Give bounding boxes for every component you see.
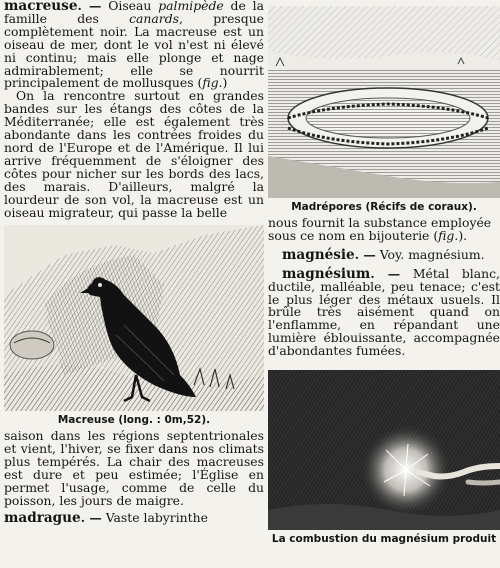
right-column xyxy=(268,0,500,549)
entry-dash: . — xyxy=(77,0,102,13)
combustion-illustration xyxy=(268,370,500,530)
entry-text: Oiseau xyxy=(108,0,159,13)
headword-magnesium: magnésium xyxy=(282,265,371,282)
entry-text: de la famille des xyxy=(4,0,264,26)
headword-macreuse: macreuse xyxy=(4,0,78,14)
entry-dash: . — xyxy=(354,246,376,262)
entry-text: , presque complètement noir. La macreuse est un oiseau de mer, dont le vol n'est ni élevé ni continu; mais elle plonge et nage admirablement; elle se nourrit principalement de mollusques ( xyxy=(4,10,264,91)
headword-madrague: madrague xyxy=(4,509,81,525)
fig-reference: fig. xyxy=(438,227,459,243)
entry-magnesie xyxy=(268,246,500,263)
entry-continuation xyxy=(268,217,500,243)
entry-text: Métal blanc, ductile, malléable, peu tenace; c'est le plus léger des métaux usuels. Il brûle très aisément quand on l'enflamme, en répandant une lumière éblouissante, accompagnée d'abondantes fumées. xyxy=(268,265,500,359)
entry-madrague xyxy=(4,509,264,525)
entry-dash: . — xyxy=(80,509,102,525)
entry-text: ). xyxy=(458,227,468,243)
entry-italic: palmipède xyxy=(158,0,224,13)
madrepores-illustration xyxy=(268,6,500,198)
entry-text: nous fournit la substance employée sous ce nom en bijouterie ( xyxy=(268,215,492,243)
figure-caption-madrepores: Madrépores (Récifs de coraux). xyxy=(291,201,477,213)
figure-caption-combustion: La combustion du magnésium produit xyxy=(271,533,497,546)
entry-text: Vaste labyrinthe xyxy=(105,509,208,525)
duck-engraving xyxy=(4,225,264,411)
entry-dash: . — xyxy=(370,265,401,281)
left-column xyxy=(4,0,264,525)
entry-text: Voy. magnésium. xyxy=(379,246,485,262)
entry-magnesium xyxy=(268,265,500,359)
entry-macreuse-intro xyxy=(4,0,264,90)
entry-text: ) xyxy=(222,75,228,91)
coral-reef-engraving xyxy=(268,6,500,198)
entry-italic: canards xyxy=(129,10,180,26)
fig-reference: fig. xyxy=(202,75,223,91)
entry-macreuse-para3: saison dans les régions septentrionales et vient, l'hiver, se fixer dans nos climats plus tempérés. La chair des macreuses est dure et peu estimée; l'Église en permet l'usage, comme de celle du poisson, les jours de maigre. xyxy=(4,428,264,508)
magnesium-flame-engraving xyxy=(268,370,500,530)
figure-caption-macreuse: Macreuse (long. : 0m,52). xyxy=(57,414,211,427)
entry-macreuse-para2: On la rencontre surtout en grandes bandes sur les étangs des côtes de la Méditerranée; elle est également très abondante dans les contrées froides du nord de l'Europe et de l'Amérique. Il lui arrive fréquemment de s'éloigner des côtes pour nicher sur les bords des lacs, des marais. D'ailleurs, malgré la lourdeur de son vol, la macreuse est un oiseau migrateur, qui passe la belle xyxy=(4,88,264,220)
headword-magnesie: magnésie xyxy=(282,246,355,263)
macreuse-illustration xyxy=(4,225,264,411)
